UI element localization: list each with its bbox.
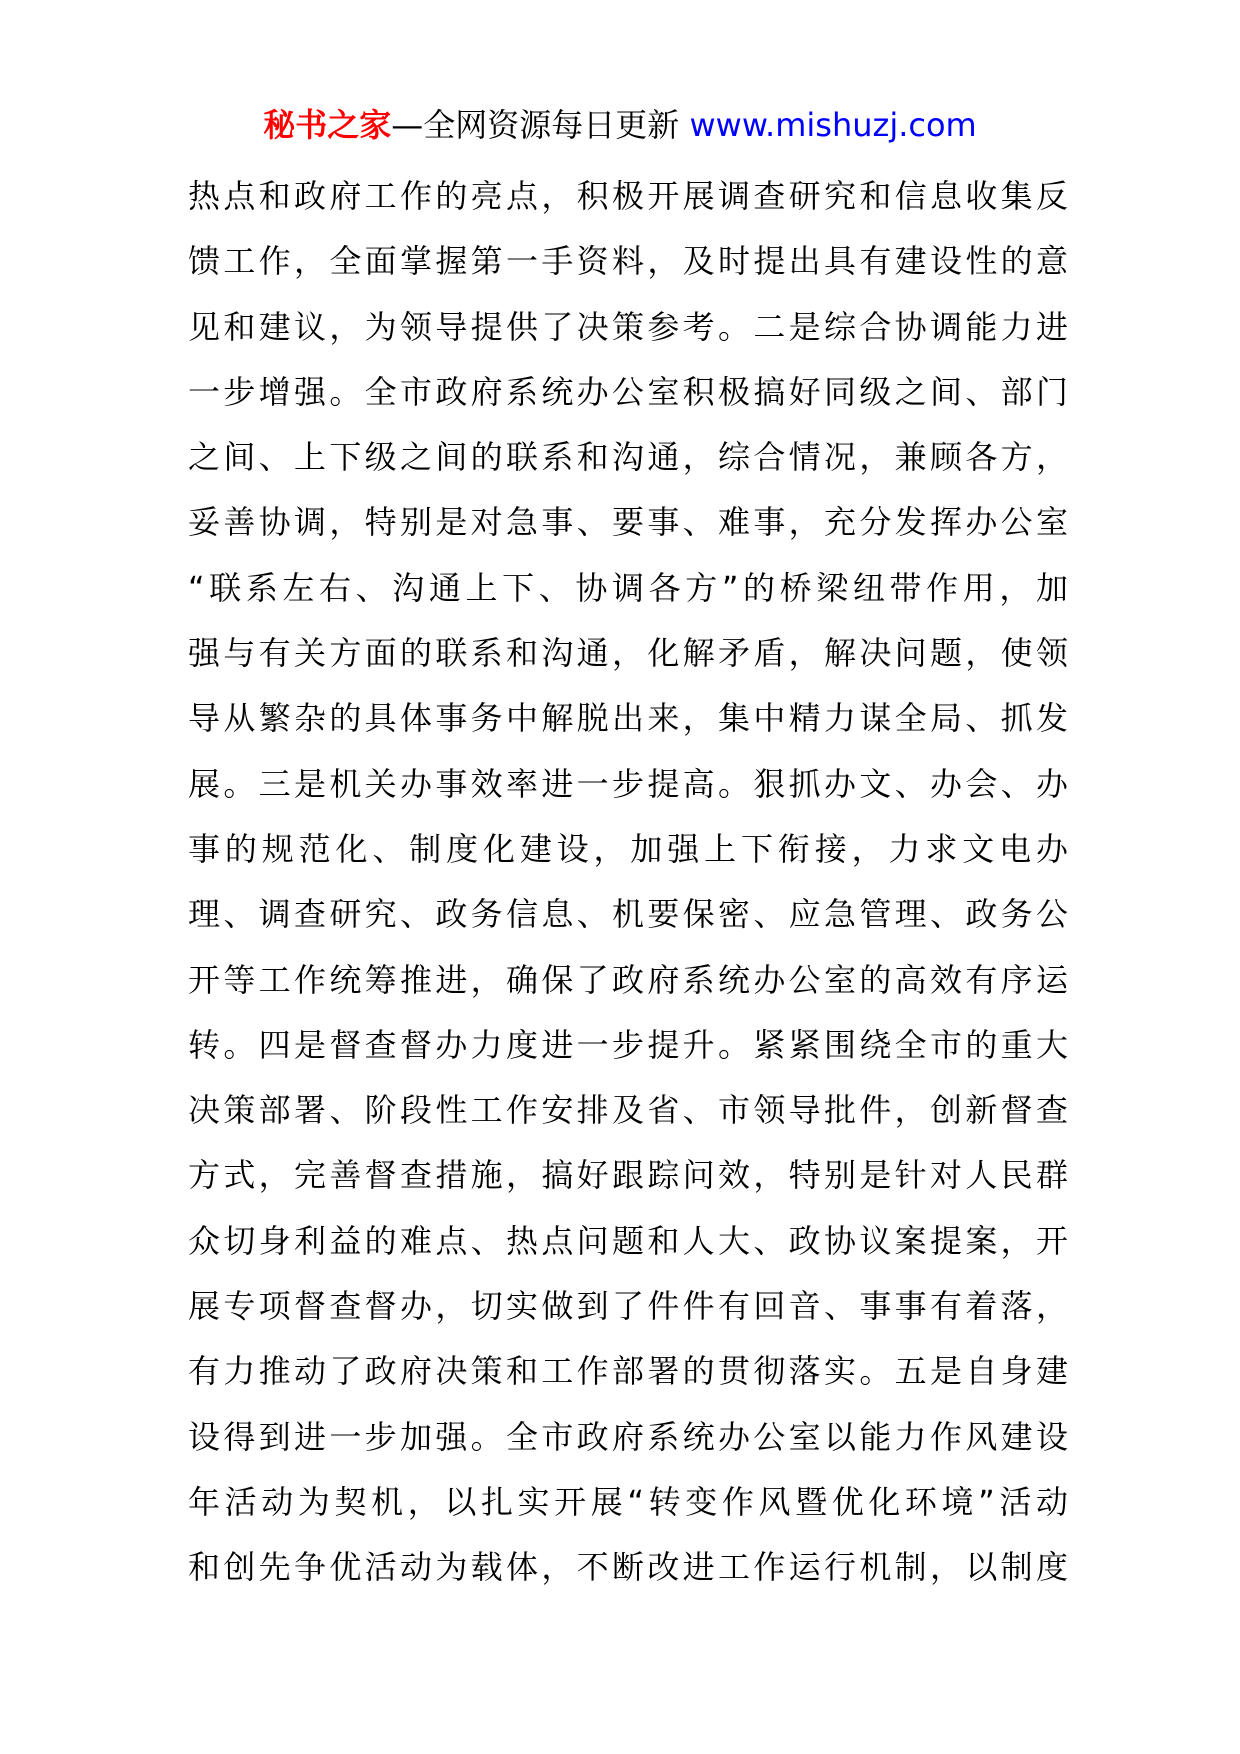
text-line: 展。三是机关办事效率进一步提高。狠抓办文、办会、办 — [188, 764, 1068, 803]
text-line: 有力推动了政府决策和工作部署的贯彻落实。五是自身建 — [188, 1352, 1068, 1391]
text-line: 之间、上下级之间的联系和沟通，综合情况，兼顾各方， — [188, 438, 1068, 477]
text-line: 年活动为契机，以扎实开展“转变作风暨优化环境”活动 — [188, 1482, 1068, 1521]
text-line: 和创先争优活动为载体，不断改进工作运行机制，以制度 — [188, 1548, 1068, 1587]
page-header — [0, 98, 1240, 152]
text-line: 方式，完善督查措施，搞好跟踪问效，特别是针对人民群 — [188, 1156, 1068, 1195]
text-line: 众切身利益的难点、热点问题和人大、政协议案提案，开 — [188, 1221, 1068, 1260]
text-line: 转。四是督查督办力度进一步提升。紧紧围绕全市的重大 — [188, 1025, 1068, 1064]
text-line: 理、调查研究、政务信息、机要保密、应急管理、政务公 — [188, 895, 1068, 934]
site-tagline: —全网资源每日更新 — [391, 106, 680, 144]
text-line: 一步增强。全市政府系统办公室积极搞好同级之间、部门 — [188, 372, 1068, 411]
text-line: 见和建议，为领导提供了决策参考。二是综合协调能力进 — [188, 307, 1068, 346]
text-line: 开等工作统筹推进，确保了政府系统办公室的高效有序运 — [188, 960, 1068, 999]
text-line: 展专项督查督办，切实做到了件件有回音、事事有着落， — [188, 1287, 1068, 1326]
text-line: 妥善协调，特别是对急事、要事、难事，充分发挥办公室 — [188, 503, 1068, 542]
text-line: 馈工作，全面掌握第一手资料，及时提出具有建设性的意 — [188, 242, 1068, 281]
site-brand: 秘书之家 — [263, 106, 392, 144]
text-line: 决策部署、阶段性工作安排及省、市领导批件，创新督查 — [188, 1091, 1068, 1130]
document-body — [188, 164, 1068, 1601]
text-line: 设得到进一步加强。全市政府系统办公室以能力作风建设 — [188, 1417, 1068, 1456]
text-line: 强与有关方面的联系和沟通，化解矛盾，解决问题，使领 — [188, 634, 1068, 673]
text-line: “联系左右、沟通上下、协调各方”的桥梁纽带作用，加 — [188, 568, 1068, 607]
text-line: 事的规范化、制度化建设，加强上下衔接，力求文电办 — [188, 829, 1068, 868]
text-line: 导从繁杂的具体事务中解脱出来，集中精力谋全局、抓发 — [188, 699, 1068, 738]
site-url-link[interactable]: www.mishuzj.com — [689, 106, 977, 144]
text-line: 热点和政府工作的亮点，积极开展调查研究和信息收集反 — [188, 177, 1068, 215]
